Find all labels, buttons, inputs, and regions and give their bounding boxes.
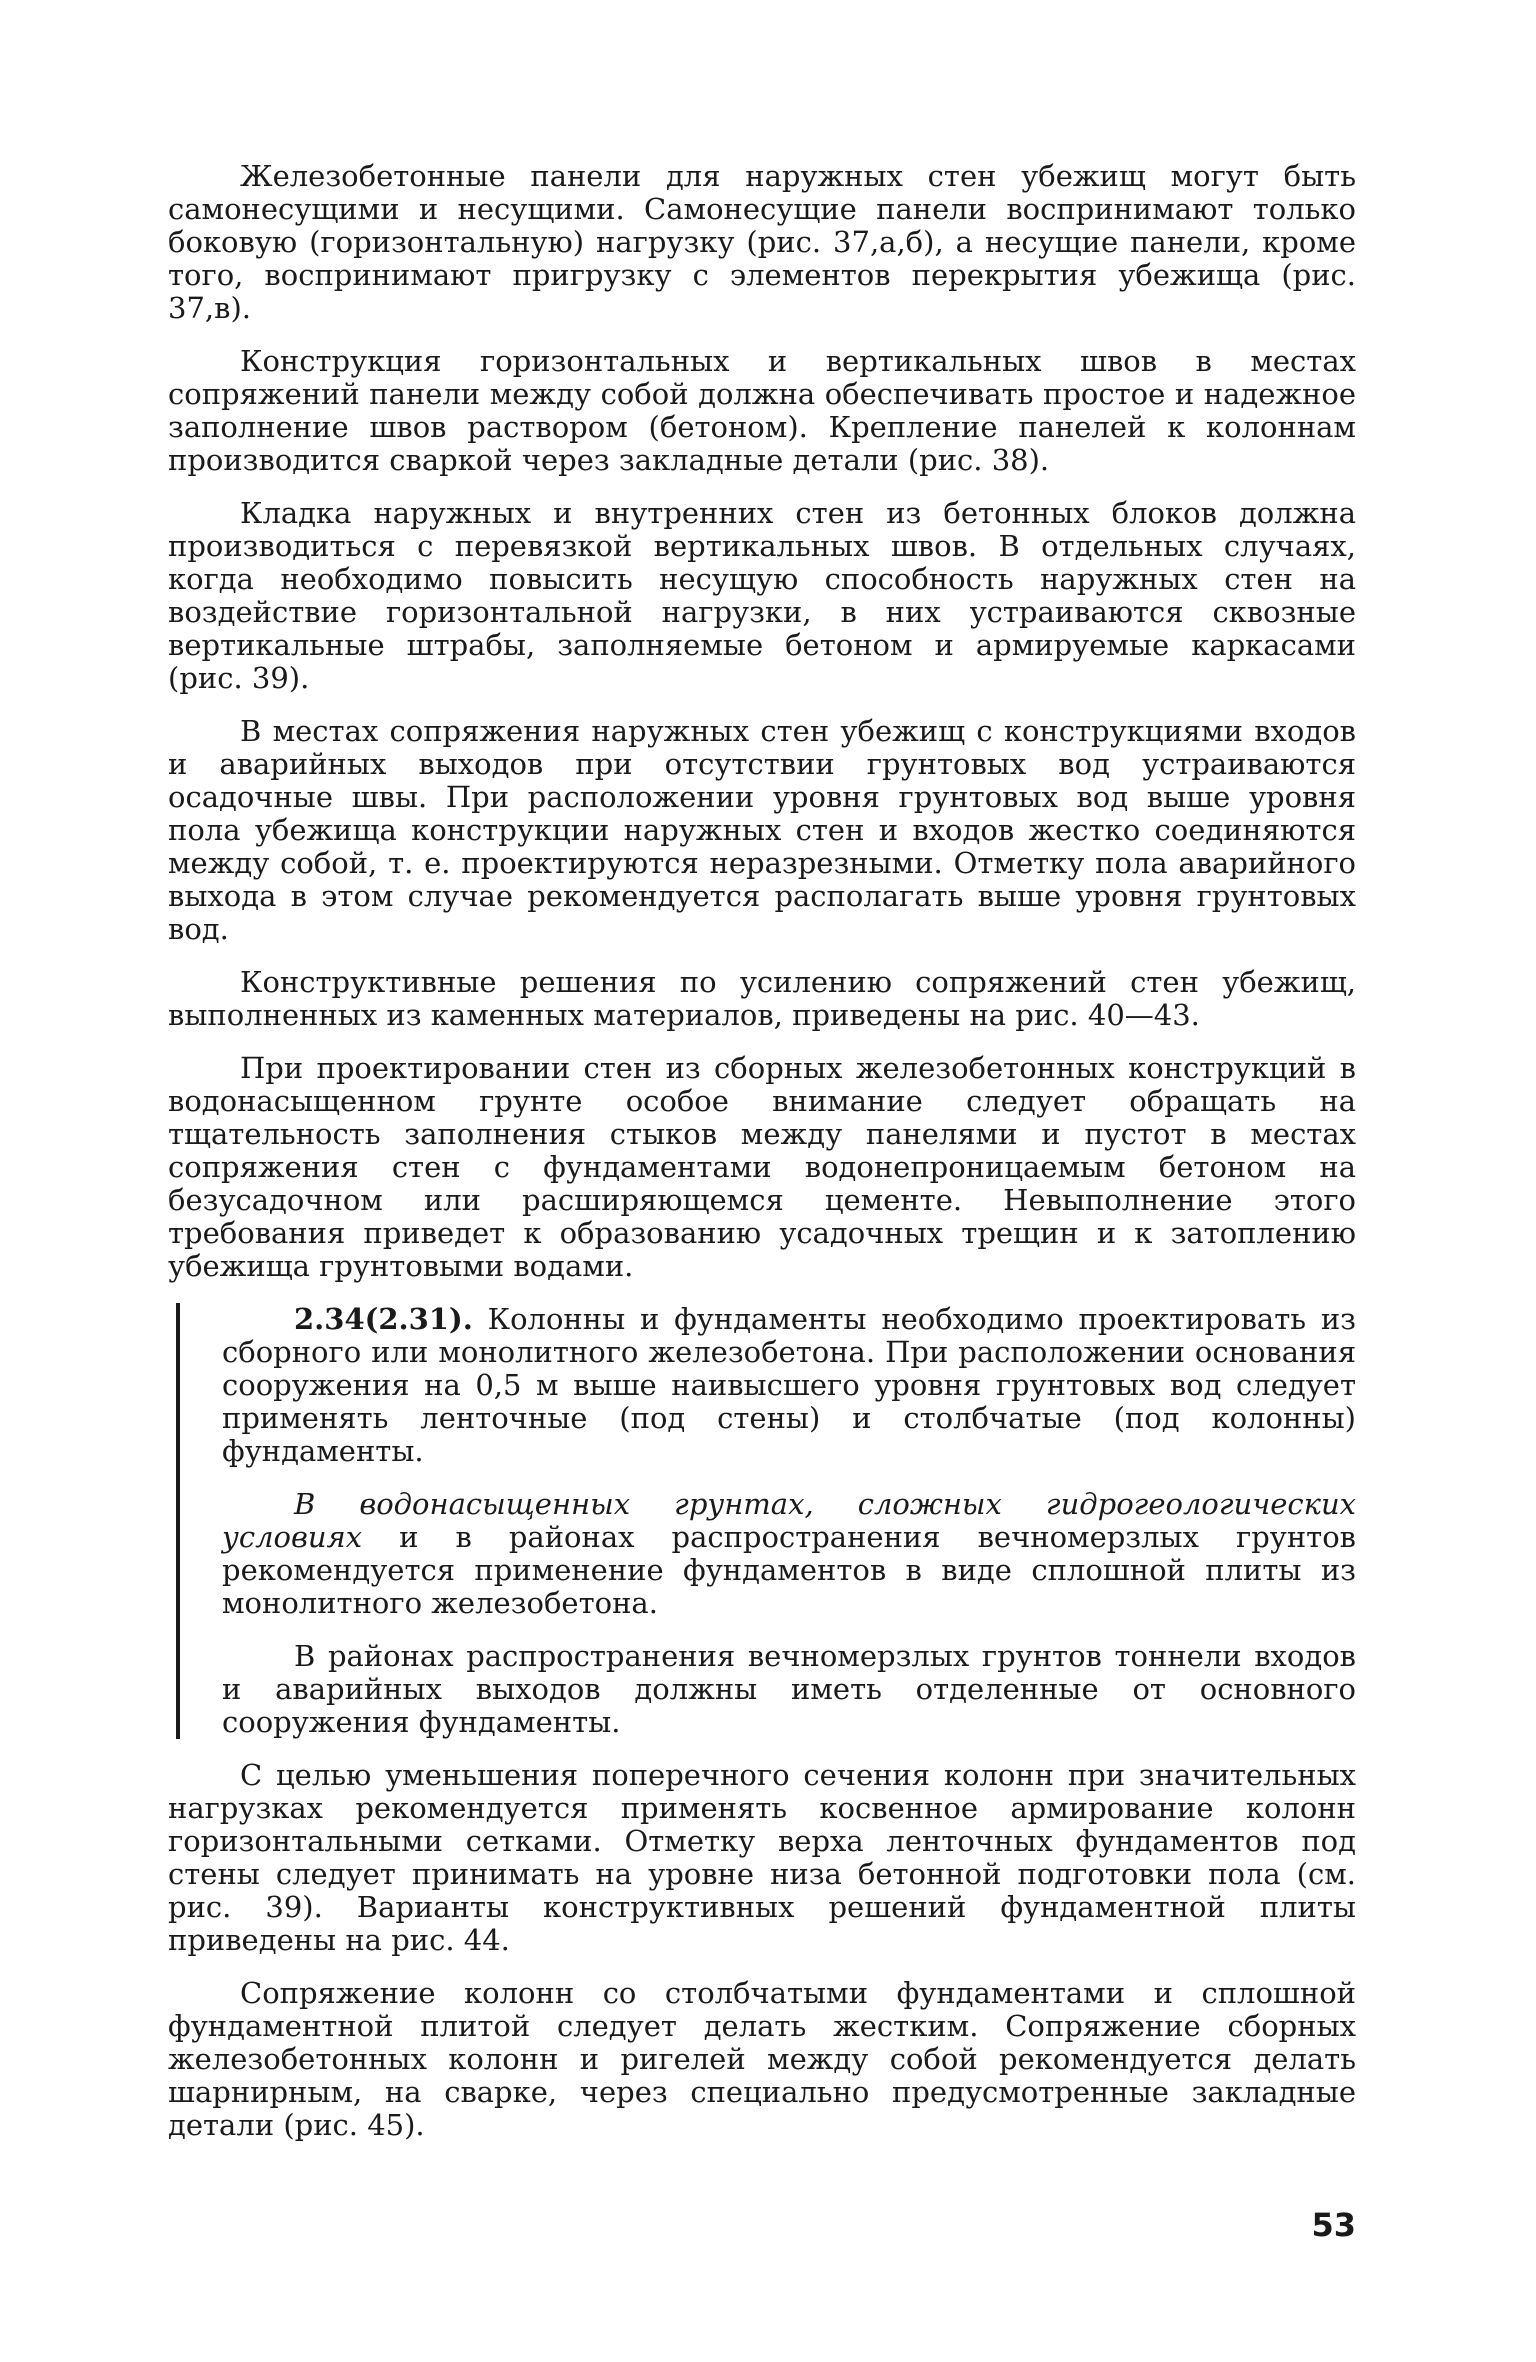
section-2-34-paragraph-3: В районах распространения вечномерзлых грунтов тоннели входов и аварийных выходов должны иметь отделенные от основного сооружения фундаменты. (222, 1639, 1356, 1739)
section-2-34 (168, 1303, 1356, 1739)
paragraph-wall-panels: Железобетонные панели для наружных стен убежищ могут быть самонесущими и несущими. Самонесущие панели воспринимают только боковую (горизонтальную) нагрузку (рис. 37,а,б), а несущие панели, кроме того, воспринимают пригрузку с элементов перекрытия убежища (рис. 37,в). (168, 159, 1356, 325)
page-body (168, 160, 1356, 2162)
section-2-34-paragraph-1 (222, 1303, 1356, 1468)
section-2-34-italic-text: В водонасыщенных грунтах, сложных гидрогеологических условиях (222, 1487, 1356, 1554)
paragraph-wall-junctions: В местах сопряжения наружных стен убежищ с конструкциями входов и аварийных выходов при отсутствии грунтовых вод устраиваются осадочные швы. При расположении уровня грунтовых вод выше уровня пола убежища конструкции наружных стен и входов жестко соединяются между собой, т. е. проектируются неразрезными. Отметку пола аварийного выхода в этом случае рекомендуется располагать выше уровня грунтовых вод. (168, 714, 1356, 946)
section-2-34-text: Колонны и фундаменты необходимо проектировать из сборного или монолитного железобетона. При расположении основания сооружения на 0,5 м выше наивысшего уровня грунтовых вод следует применять ленточные (под стены) и столбчатые (под колонны) фундаменты. (222, 1302, 1356, 1468)
section-2-34-text-2: и в районах распространения вечномерзлых грунтов рекомендуется применение фундаментов в виде сплошной плиты из монолитного железобетона. (222, 1520, 1356, 1620)
paragraph-columns: С целью уменьшения поперечного сечения колонн при значительных нагрузках рекомендуется применять косвенное армирование колонн горизонтальными сетками. Отметку верха ленточных фундаментов под стены следует принимать на уровне низа бетонной подготовки пола (см. рис. 39). Варианты конструктивных решений фундаментной плиты приведены на рис. 44. (168, 1758, 1356, 1957)
paragraph-block-masonry: Кладка наружных и внутренних стен из бетонных блоков должна производиться с перевязкой вертикальных швов. В отдельных случаях, когда необходимо повысить несущую способность наружных стен на воздействие горизонтальной нагрузки, в них устраиваются сквозные вертикальные штрабы, заполняемые бетоном и армируемые каркасами (рис. 39). (168, 496, 1356, 695)
paragraph-reinforcement: Конструктивные решения по усилению сопряжений стен убежищ, выполненных из каменных материалов, приведены на рис. 40—43. (168, 965, 1356, 1032)
page-number: 53 (1311, 2206, 1356, 2244)
section-2-34-paragraph-2 (222, 1488, 1356, 1620)
margin-change-bar (176, 1303, 180, 1739)
paragraph-column-joints: Сопряжение колонн со столбчатыми фундаментами и сплошной фундаментной плитой следует делать жестким. Сопряжение сборных железобетонных колонн и ригелей между собой рекомендуется делать шарнирным, на сварке, через специально предусмотренные закладные детали (рис. 45). (168, 1976, 1356, 2142)
paragraph-seams: Конструкция горизонтальных и вертикальных швов в местах сопряжений панели между собой должна обеспечивать простое и надежное заполнение швов раствором (бетоном). Крепление панелей к колоннам производится сваркой через закладные детали (рис. 38). (168, 344, 1356, 477)
section-number: 2.34(2.31). (294, 1302, 473, 1336)
paragraph-prefab-walls: При проектировании стен из сборных железобетонных конструкций в водонасыщенном грунте особое внимание следует обращать на тщательность заполнения стыков между панелями и пустот в местах сопряжения стен с фундаментами водонепроницаемым бетоном на безусадочном или расширяющемся цементе. Невыполнение этого требования приведет к образованию усадочных трещин и к затоплению убежища грунтовыми водами. (168, 1051, 1356, 1283)
